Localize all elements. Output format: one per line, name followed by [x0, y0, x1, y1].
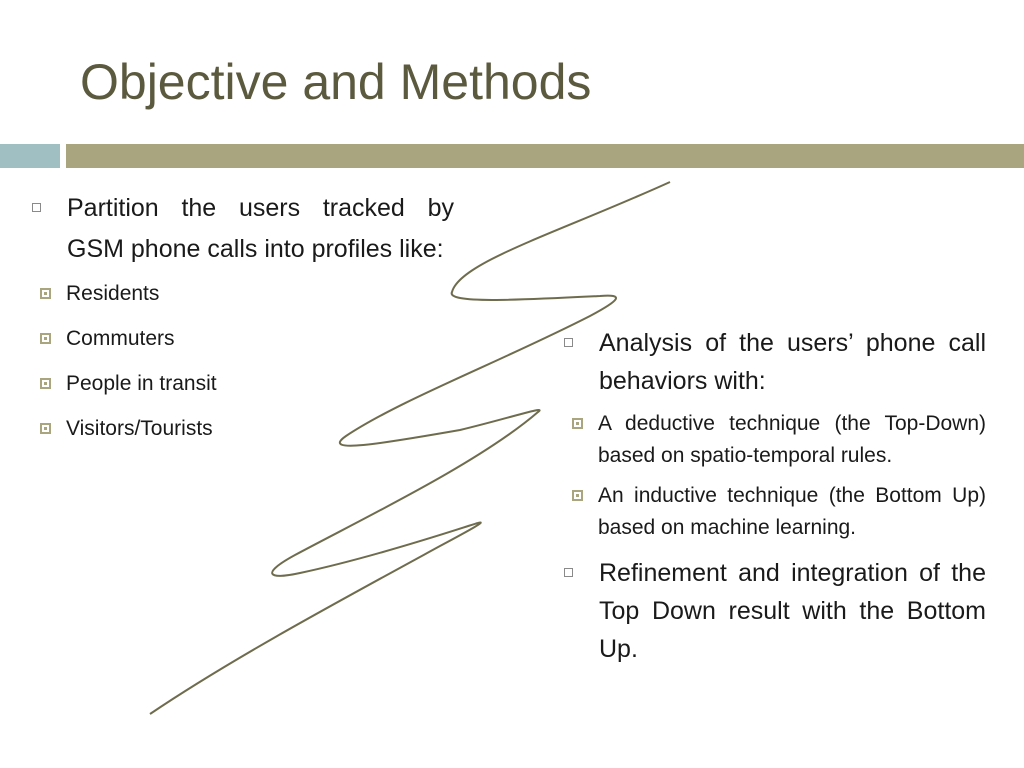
- profile-list: [30, 278, 454, 445]
- bullet-text: Partition the users tracked by GSM phone calls into profiles like:: [67, 194, 454, 263]
- left-column: [30, 188, 454, 458]
- square-bullet-icon: [572, 418, 583, 429]
- square-bullet-icon: [572, 490, 583, 501]
- slide-title: Objective and Methods: [80, 54, 592, 110]
- bullet-text: Refinement and integration of the Top Down result with the Bottom Up.: [599, 559, 986, 663]
- list-item: [30, 368, 454, 400]
- list-item-text: An inductive technique (the Bottom Up) based on machine learning.: [598, 484, 986, 539]
- square-bullet-icon: [40, 288, 51, 299]
- hollow-square-bullet-icon: [564, 568, 573, 577]
- hollow-square-bullet-icon: [32, 203, 41, 212]
- list-item: [30, 278, 454, 310]
- list-item-text: People in transit: [66, 372, 217, 395]
- bullet-partition-users: [30, 188, 454, 270]
- square-bullet-icon: [40, 423, 51, 434]
- right-column: [562, 324, 986, 668]
- accent-bar-right: [66, 144, 1024, 168]
- bullet-refinement: [562, 554, 986, 668]
- square-bullet-icon: [40, 378, 51, 389]
- list-item: [30, 323, 454, 355]
- list-item-text: Residents: [66, 282, 160, 305]
- list-item: [562, 408, 986, 472]
- list-item-text: A deductive technique (the Top-Down) based on spatio-temporal rules.: [598, 412, 986, 467]
- square-bullet-icon: [40, 333, 51, 344]
- hollow-square-bullet-icon: [564, 338, 573, 347]
- bullet-text: Analysis of the users’ phone call behaviors with:: [599, 329, 986, 395]
- accent-bar-left: [0, 144, 60, 168]
- list-item-text: Visitors/Tourists: [66, 417, 213, 440]
- list-item: [30, 413, 454, 445]
- list-item: [562, 480, 986, 544]
- list-item-text: Commuters: [66, 327, 175, 350]
- bullet-analysis: [562, 324, 986, 400]
- technique-list: [562, 408, 986, 544]
